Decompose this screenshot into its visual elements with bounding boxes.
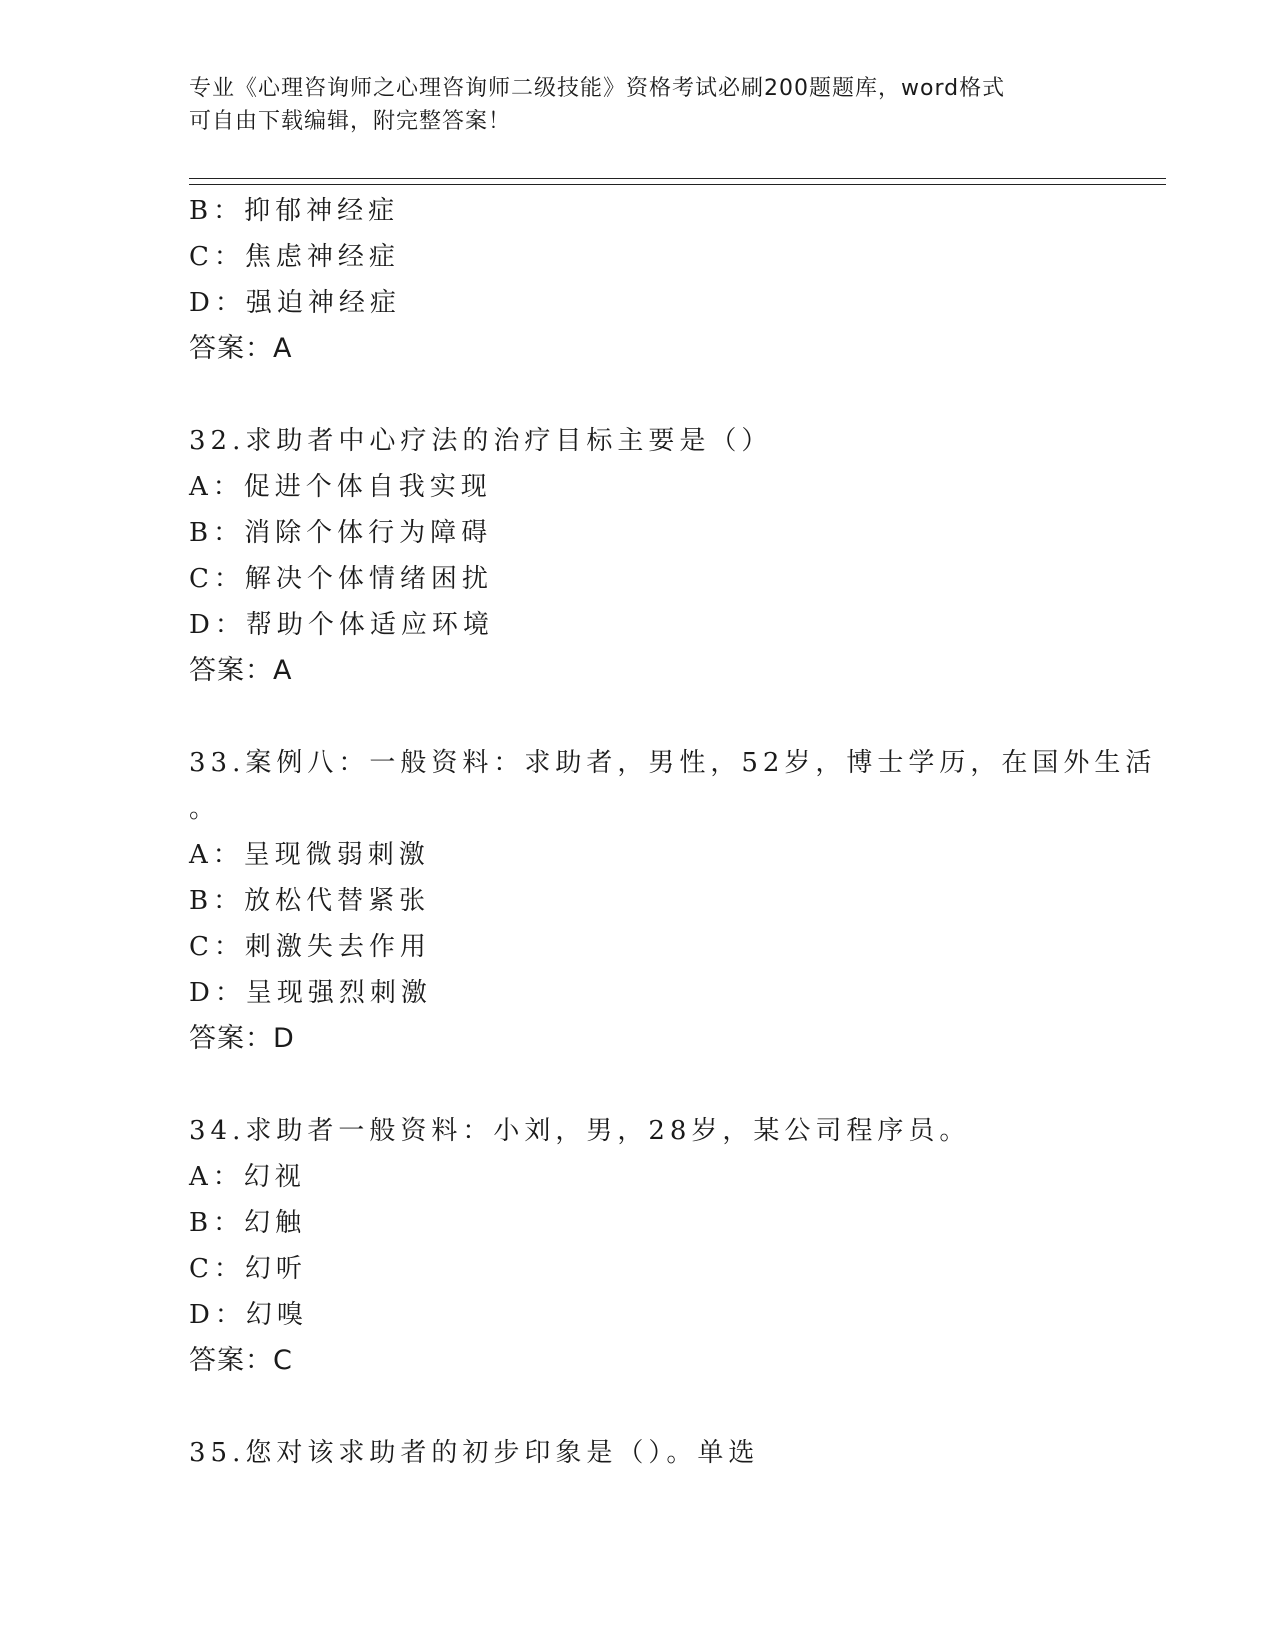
option-a: A：呈现微弱刺激 <box>189 840 430 870</box>
option-a: A：幻视 <box>189 1162 306 1192</box>
question-32 <box>189 418 1129 694</box>
answer: 答案：A <box>189 655 293 686</box>
question-34 <box>189 1108 1129 1384</box>
answer: 答案：A <box>189 333 293 364</box>
option-d: D：幻嗅 <box>189 1300 308 1330</box>
question-list <box>189 188 1157 1476</box>
answer: 答案：C <box>189 1345 293 1376</box>
option-b: B：抑郁神经症 <box>189 196 400 226</box>
option-b: B：放松代替紧张 <box>189 886 431 916</box>
question-text-continued: 。 <box>189 794 216 824</box>
question-35 <box>189 1430 1129 1476</box>
option-c: C：焦虑神经症 <box>189 242 400 272</box>
option-d: D：呈现强烈刺激 <box>189 978 432 1008</box>
question-33 <box>189 740 1157 1062</box>
option-d: D：帮助个体适应环境 <box>189 610 494 640</box>
question-text: 32.求助者中心疗法的治疗目标主要是（） <box>189 426 773 456</box>
spacer <box>189 1384 1129 1430</box>
question-text: 35.您对该求助者的初步印象是（）。单选 <box>189 1438 760 1468</box>
option-b: B：消除个体行为障碍 <box>189 518 493 548</box>
header-divider-bottom <box>189 184 1166 185</box>
document-header <box>189 72 1089 138</box>
option-c: C：刺激失去作用 <box>189 932 431 962</box>
option-c: C：幻听 <box>189 1254 307 1284</box>
header-divider-top <box>189 178 1166 179</box>
header-line-1: 专业《心理咨询师之心理咨询师二级技能》资格考试必刷200题题库，word格式 <box>189 76 1006 101</box>
option-b: B：幻触 <box>189 1208 307 1238</box>
question-text: 34.求助者一般资料：小刘，男，28岁，某公司程序员。 <box>189 1116 971 1146</box>
spacer <box>189 1062 1129 1108</box>
option-c: C：解决个体情绪困扰 <box>189 564 493 594</box>
answer: 答案：D <box>189 1023 295 1054</box>
question-text: 33.案例八：一般资料：求助者，男性，52岁，博士学历，在国外生活 <box>189 748 1157 778</box>
question-31 <box>189 188 1129 372</box>
spacer <box>189 694 1129 740</box>
option-d: D：强迫神经症 <box>189 288 401 318</box>
spacer <box>189 372 1129 418</box>
header-line-2: 可自由下载编辑，附完整答案！ <box>189 109 512 134</box>
option-a: A：促进个体自我实现 <box>189 472 492 502</box>
